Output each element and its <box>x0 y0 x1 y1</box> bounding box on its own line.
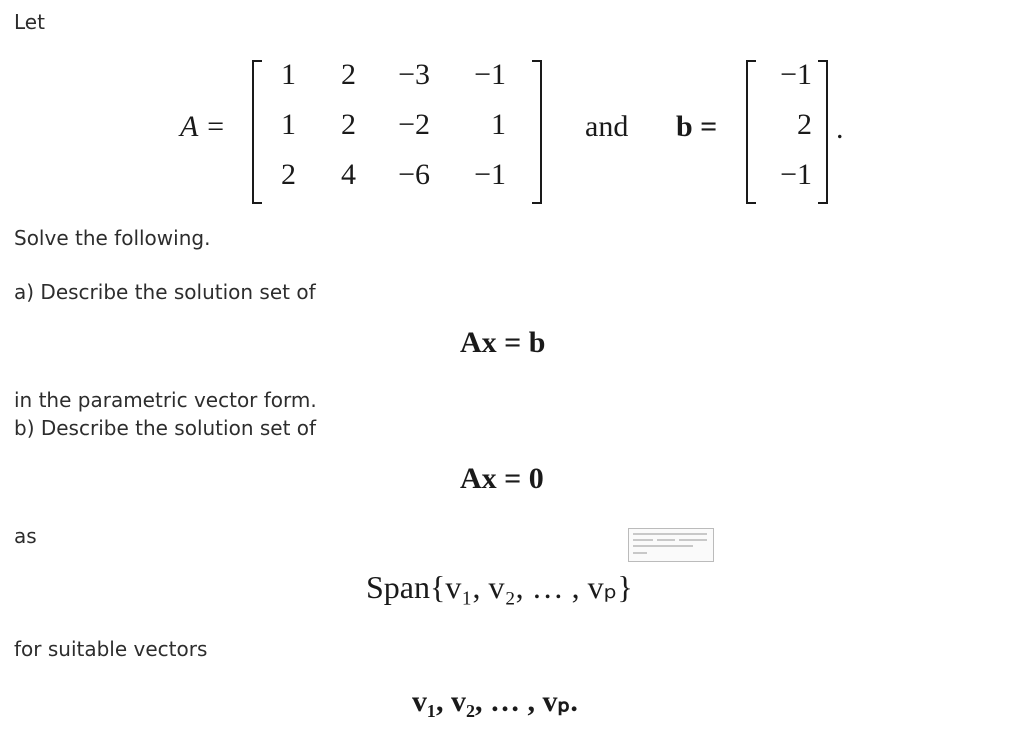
matrix-a-cell: 2 <box>341 108 356 141</box>
vector-b-right-bracket <box>818 60 828 204</box>
vector-b-cell: −1 <box>780 58 812 91</box>
part-b-equation: Ax = 0 <box>460 462 544 495</box>
matrix-a-cell: −6 <box>398 158 430 191</box>
vector-b <box>746 56 828 206</box>
span-expression: Span{v₁, v₂, … , vₚ} <box>366 569 633 605</box>
part-a-follow: in the parametric vector form. <box>14 388 317 412</box>
instruction-text: Solve the following. <box>14 226 211 250</box>
matrix-a-cell: 2 <box>341 58 356 91</box>
part-a-equation: Ax = b <box>460 326 546 359</box>
part-b-follow: for suitable vectors <box>14 637 208 661</box>
part-a-prompt: a) Describe the solution set of <box>14 280 316 304</box>
part-b-prompt: b) Describe the solution set of <box>14 416 317 440</box>
vector-b-cell: 2 <box>797 108 812 141</box>
matrix-a-right-bracket <box>532 60 542 204</box>
vector-b-period: . <box>836 112 844 145</box>
matrix-a-label-text: A = <box>180 110 226 143</box>
vectors-expression: v₁, v₂, … , vₚ. <box>412 685 578 718</box>
vector-b-cell: −1 <box>780 158 812 191</box>
matrix-a-cell: −3 <box>398 58 430 91</box>
matrix-a-label <box>180 110 226 144</box>
matrix-a <box>252 56 542 206</box>
matrix-a-cell: 2 <box>281 158 296 191</box>
part-b-as: as <box>14 524 37 548</box>
and-word: and <box>585 110 629 143</box>
intro-text: Let <box>14 10 45 34</box>
matrix-a-cell: 1 <box>281 108 296 141</box>
matrix-a-cell: −1 <box>474 158 506 191</box>
matrix-a-cell: −2 <box>398 108 430 141</box>
matrix-a-cell: 4 <box>341 158 356 191</box>
matrix-a-cell: −1 <box>474 58 506 91</box>
vector-b-label: b = <box>676 110 718 143</box>
matrix-a-cell: 1 <box>281 58 296 91</box>
matrix-a-cell: 1 <box>491 108 506 141</box>
thumbnail-image[interactable] <box>628 528 714 562</box>
